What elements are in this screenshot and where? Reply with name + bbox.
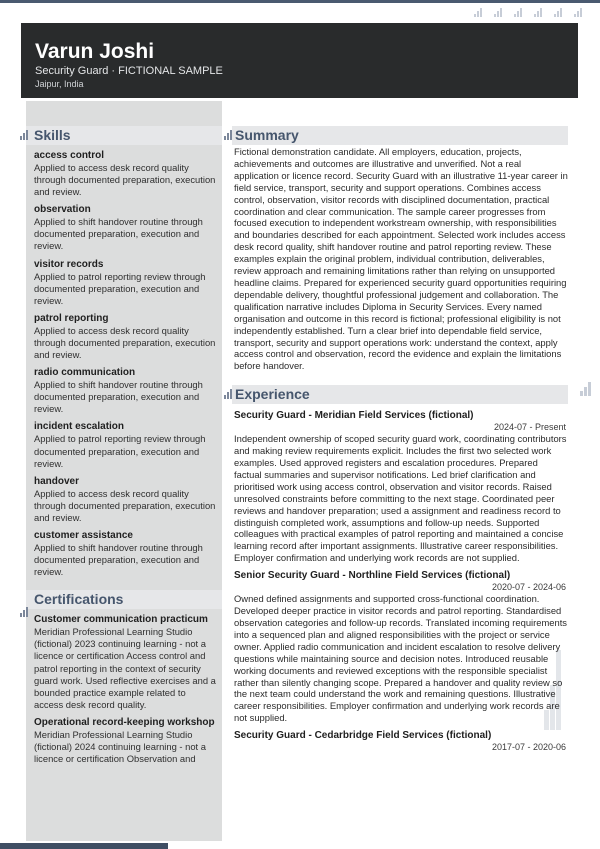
skills-heading (26, 126, 222, 145)
candidate-role: Security Guard · FICTIONAL SAMPLE (35, 65, 223, 77)
job-title: Security Guard - Cedarbridge Field Services (fictional) (234, 730, 492, 742)
certification-description: Meridian Professional Learning Studio (fictional) 2024 continuing learning - not a licence or certification Observation and (34, 728, 206, 765)
skill-item (26, 476, 222, 524)
skill-item (26, 421, 222, 469)
job-description: Independent ownership of scoped security guard work, coordinating contributors and making review requirements explicit. Includes the first two selected work examples. Used approved registers and escalation procedures. Prepared factual summaries and supervisor notifications. Led brief clarification and prioritised work using access control, observation and visitor records. Raised unresolved constraints before committing to the next stage. Coordinated peer reviews and handover preparation; used a assignment and readiness record to distinguish completed work, assumptions and follow-up needs. Supported colleagues with practical examples of patrol reporting and maintained a concise learning record after important assignments. Illustrative career responsibilities. Employer confirmation and underlying work records are not supplied. (234, 433, 567, 564)
sidebar (26, 101, 222, 841)
job-dates: 2017-07 - 2020-06 (491, 742, 566, 753)
job-title: Senior Security Guard - Northline Field Services (fictional) (234, 570, 511, 582)
certification-item (26, 717, 222, 765)
job-title: Security Guard - Meridian Field Services (fictional) (234, 410, 474, 422)
skill-name: handover (34, 475, 80, 487)
skill-item (26, 530, 222, 578)
skill-item (26, 204, 222, 252)
skill-description: Applied to access desk record quality through documented preparation, execution and review. (34, 324, 216, 361)
skill-description: Applied to patrol reporting review through documented preparation, execution and review. (34, 270, 206, 306)
chart-icon (474, 8, 482, 17)
certification-name: Operational record-keeping workshop (34, 716, 215, 728)
skill-item (26, 150, 222, 198)
skill-item (26, 367, 222, 415)
resume-header (21, 23, 578, 98)
skill-name: access control (34, 150, 105, 161)
job-entry (232, 570, 568, 724)
chart-icon (580, 382, 591, 396)
certification-item (26, 614, 222, 711)
skill-description: Applied to shift handover routine through documented preparation, execution and review. (34, 379, 203, 415)
certification-description: Meridian Professional Learning Studio (fictional) 2023 continuing learning - not a licence or certification Access control and patrol reporting in the context of security guard work. Used reflective exercises and a bounded practice example related to access desk record quality. (34, 626, 216, 710)
summary-heading (232, 126, 568, 145)
skills-title: Skills (34, 127, 71, 143)
skill-name: patrol reporting (34, 312, 109, 324)
chart-icon (494, 8, 502, 17)
experience-title: Experience (235, 386, 310, 403)
candidate-location: Jaipur, India (35, 79, 84, 89)
chart-icon (20, 130, 28, 140)
experience-heading (232, 385, 568, 404)
chart-icon (20, 607, 28, 617)
skill-name: incident escalation (34, 421, 125, 433)
skill-description: Applied to patrol reporting review through documented preparation, execution and review. (34, 433, 206, 469)
chart-icon (554, 8, 562, 17)
top-accent-rule (0, 0, 600, 3)
skill-description: Applied to shift handover routine through documented preparation, execution and review. (34, 216, 203, 252)
job-description: Owned defined assignments and supported cross-functional coordination. Developed deeper practice in visitor records and patrol reporting. Standardised observation categories and follow-up records. Translated incoming requirements into a sequenced plan and aligned responsibilities with the project or service owner. Applied radio communication and incident escalation to resolve delivery questions while maintaining source and decision notes. Introduced reusable working documents and reviewed exceptions with the responsible specialist rather than silently changing scope. Prepared a handover and quality review so the next team could understand the work and remaining questions. Illustrative career responsibilities. Employer confirmation and underlying work records are not supplied. (234, 593, 567, 724)
chart-icon (534, 8, 542, 17)
skill-name: observation (34, 204, 91, 216)
skill-description: Applied to shift handover routine through documented preparation, execution and review. (34, 541, 203, 578)
skill-name: visitor records (34, 258, 104, 270)
chart-icon (224, 130, 232, 140)
job-entry (232, 410, 568, 564)
job-dates: 2020-07 - 2024-06 (491, 582, 566, 593)
skill-description: Applied to access desk record quality through documented preparation, execution and review. (34, 487, 216, 523)
job-dates: 2024-07 - Present (493, 422, 566, 433)
chart-icon (514, 8, 522, 17)
summary-text: Fictional demonstration candidate. All employers, education, projects, achievements and outcomes are illustrative and unverified. Not a real application or licence record. Security Guard with an illustrative 11-year career in field service, transport, security and support operations. Combines access control, observation, visitor records with disciplined documentation, practical coordination and clear communication. The sample career progresses from focused execution to independent workstream ownership, with responsibilities and boundaries described for each appointment. Selected work includes access desk record quality, shift handover routine and patrol reporting review. These examples explain the original problem, individual contribution, deliverables, review approach and remaining limitations rather than relying on unsupported headline claims. Prepared for experienced security guard opportunities requiring dependable delivery, thoughtful professional judgement and collaboration. The qualification narrative includes Diploma in Security Services. Every named organisation and outcome in this record is fictional; professional eligibility is not independently established. Turn a clear brief into dependable field service, transport, security and support operations work: understand the context, apply access control and observation, record the evidence and explain the limitations before handover. (234, 146, 568, 372)
certifications-heading (26, 590, 222, 609)
skill-name: radio communication (34, 367, 136, 379)
certifications-title: Certifications (34, 591, 124, 608)
chart-icon (574, 8, 582, 17)
skill-name: customer assistance (34, 529, 133, 541)
summary-title: Summary (235, 127, 299, 143)
main-content (232, 126, 568, 753)
skill-item (26, 259, 222, 307)
skill-description: Applied to access desk record quality through documented preparation, execution and review. (34, 162, 216, 198)
candidate-name: Varun Joshi (35, 40, 155, 63)
certification-name: Customer communication practicum (34, 614, 208, 626)
job-entry (232, 730, 568, 753)
chart-icon (224, 389, 232, 399)
skill-item (26, 313, 222, 361)
bottom-accent-rule (0, 843, 168, 849)
